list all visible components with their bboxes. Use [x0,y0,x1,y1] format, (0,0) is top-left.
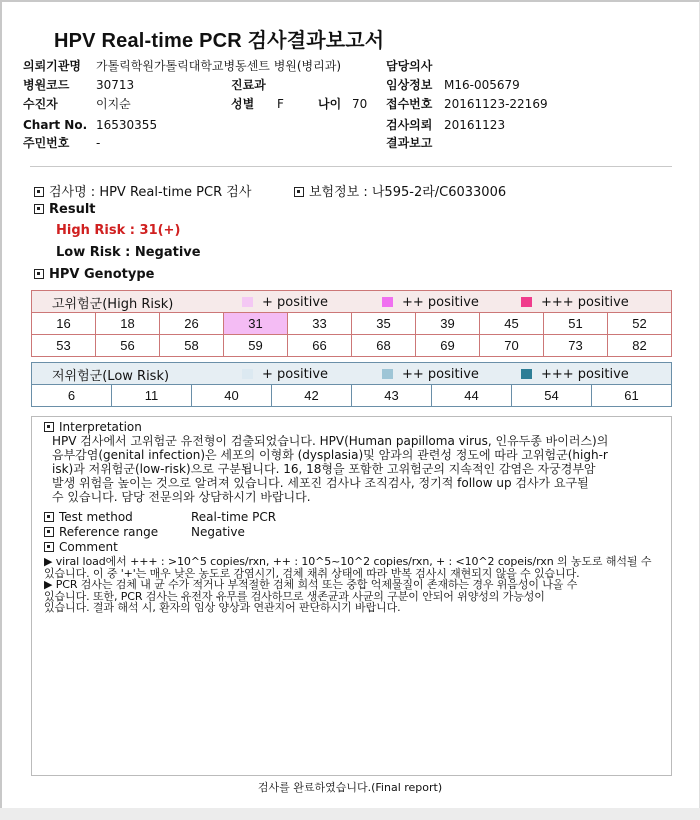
comment-text [44,556,664,614]
final-report-status: 검사를 완료하였습니다.(Final report) [257,781,443,794]
bullet-square-icon [44,542,54,552]
legend-swatch-plus3 [521,297,532,307]
report-title: HPV Real-time PCR 검사결과보고서 [54,30,385,52]
interpretation-line: isk)과 저위험군(low-risk)으로 구분됩니다. 16, 18형을 포함한 고위험군의 지속적인 감염은 자궁경부암 [52,462,596,476]
high-risk-table [31,312,672,357]
patient-label: 수진자 [23,97,58,111]
high-genotype-cell: 82 [608,335,672,357]
sex-label: 성별 [231,97,255,111]
comment-line: 있습니다. 이 중 '+'는 매우 낮은 농도로 감염시기, 검체 채취 상태에 따라 반복 검사시 재현되지 않을 수 있습니다. [44,566,580,580]
age-value: 70 [352,97,368,111]
chart-no-value: 16530355 [96,118,158,132]
low-genotype-cell: 44 [432,385,512,407]
low-genotype-cell: 6 [32,385,112,407]
bullet-square-icon [44,422,54,432]
patient-value: 이지순 [96,97,131,111]
low-genotype-cell: 11 [112,385,192,407]
request-date-label: 검사의뢰 [386,118,433,132]
low-genotype-cell: 54 [512,385,592,407]
chart-no-label: Chart No. [23,118,88,132]
low-legend-plus3 [521,367,629,382]
institution-label: 의뢰기관명 [23,59,81,73]
low-genotype-cell: 40 [192,385,272,407]
legend-plus2 [382,295,479,310]
high-genotype-cell: 26 [160,313,224,335]
high-risk-label: 고위험군(High Risk) [52,296,174,312]
test-name: 검사명 : HPV Real-time PCR 검사 [49,185,252,200]
comment-line: 있습니다. 결과 해석 시, 환자의 임상 양상과 연관지어 판단하시기 바랍니다. [44,601,401,614]
bullet-square-icon [44,512,54,522]
insurance-info: 보험정보 : 나595-2라/C6033006 [309,185,507,200]
legend-plus3 [521,295,629,310]
resident-no-label: 주민번호 [23,136,70,150]
high-genotype-cell: 70 [480,335,544,357]
comment-line: 있습니다. 또한, PCR 검사는 유전자 유무를 검사하므로 생존균과 사균의 구분이 안되어 위양성의 가능성이 [44,589,545,603]
high-genotype-cell: 73 [544,335,608,357]
low-legend-plus3-label: +++ positive [541,366,629,382]
interpretation-heading: Interpretation [59,420,142,434]
hospital-code-value: 30713 [96,78,135,92]
legend-plus3-label: +++ positive [541,294,629,310]
interpretation-heading-line [44,420,664,434]
high-genotype-cell: 56 [96,335,160,357]
bottom-band [0,808,700,820]
high-genotype-cell: 51 [544,313,608,335]
high-genotype-cell: 18 [96,313,160,335]
low-legend-plus2 [382,367,479,382]
high-genotype-cell: 69 [416,335,480,357]
interpretation-line: 음부감염(genital infection)은 세포의 이형화 (dysplasia)및 암과의 관련성 정도에 따라 고위험군(high-r [52,448,608,462]
low-legend-plus [242,367,328,382]
high-genotype-cell: 68 [352,335,416,357]
reference-range-value: Negative [191,525,245,539]
bullet-square-icon [294,187,304,197]
bullet-square-icon [34,204,44,214]
clinical-info-label: 임상정보 [386,78,433,92]
legend-plus2-label: ++ positive [402,294,479,310]
genotype-heading-line [34,267,154,282]
interpretation-line: 수 있습니다. 담당 전문의와 상담하시기 바랍니다. [52,490,311,504]
sex-value: F [277,97,284,111]
high-risk-header [31,290,672,313]
low-risk-header [31,362,672,385]
high-genotype-cell: 39 [416,313,480,335]
high-genotype-cell: 16 [32,313,96,335]
bullet-square-icon [34,269,44,279]
legend-swatch-plus [242,297,253,307]
high-risk-result: High Risk : 31(+) [56,223,181,238]
legend-plus-label: + positive [262,294,329,310]
high-genotype-cell: 59 [224,335,288,357]
receipt-no-label: 접수번호 [386,97,433,111]
receipt-no-value: 20161123-22169 [444,97,548,111]
attending-label: 담당의사 [386,59,433,73]
legend-plus [242,295,328,310]
high-genotype-cell: 31 [224,313,288,335]
high-genotype-cell: 58 [160,335,224,357]
age-label: 나이 [318,97,342,111]
low-risk-table [31,384,672,407]
resident-no-value: - [96,136,101,150]
high-genotype-cell: 45 [480,313,544,335]
comment-line: ▶ PCR 검사는 검체 내 균 수가 적거나 부적절한 검체 희석 또는 중합 억제물질이 존재하는 경우 위음성이 나올 수 [44,578,578,591]
report-date-label: 결과보고 [386,136,433,150]
low-genotype-cell: 61 [592,385,672,407]
comment-heading-line [44,540,664,554]
bullet-square-icon [34,187,44,197]
genotype-heading: HPV Genotype [49,267,155,282]
high-genotype-cell: 53 [32,335,96,357]
comment-line: ▶ viral load에서 +++ : >10^5 copies/rxn, ++ : 10^5~10^2 copies/rxn, + : <10^2 copeis/rxn 의 농도로 해석될 수 [44,555,652,568]
low-legend-plus2-label: ++ positive [402,366,479,382]
hospital-code-label: 병원코드 [23,78,70,92]
low-risk-label: 저위험군(Low Risk) [52,368,170,384]
high-genotype-cell: 33 [288,313,352,335]
genotype-row [32,385,672,407]
department-label: 진료과 [231,78,266,92]
interpretation-line: HPV 검사에서 고위험군 유전형이 검출되었습니다. HPV(Human papilloma virus, 인유두종 바이러스)의 [52,434,609,448]
comment-label: Comment [59,540,118,554]
interpretation-text [52,434,672,504]
legend-swatch-plus2 [382,297,393,307]
result-heading-line [34,202,96,217]
test-method-label: Test method [59,510,133,524]
test-name-line [34,181,251,200]
result-heading: Result [49,202,96,217]
genotype-row [32,313,672,335]
high-genotype-cell: 35 [352,313,416,335]
low-legend-swatch-plus [242,369,253,379]
high-genotype-cell: 66 [288,335,352,357]
low-genotype-cell: 43 [352,385,432,407]
high-genotype-cell: 52 [608,313,672,335]
low-legend-swatch-plus2 [382,369,393,379]
low-legend-swatch-plus3 [521,369,532,379]
bullet-square-icon [44,527,54,537]
header-divider [30,166,672,167]
genotype-row [32,335,672,357]
test-method-value: Real-time PCR [191,510,277,524]
reference-range-label: Reference range [59,525,159,539]
insurance-line [294,181,506,200]
request-date-value: 20161123 [444,118,506,132]
low-risk-result: Low Risk : Negative [56,245,201,260]
clinical-info-value: M16-005679 [444,78,520,92]
institution-value: 가톨릭학원가톨릭대학교병동센트 병원(병리과) [96,59,342,73]
low-legend-plus-label: + positive [262,366,329,382]
interpretation-line: 발생 위험을 높이는 것으로 알려져 있습니다. 세포진 검사나 조직검사, 정기적 follow up 검사가 요구될 [52,476,589,490]
low-genotype-cell: 42 [272,385,352,407]
